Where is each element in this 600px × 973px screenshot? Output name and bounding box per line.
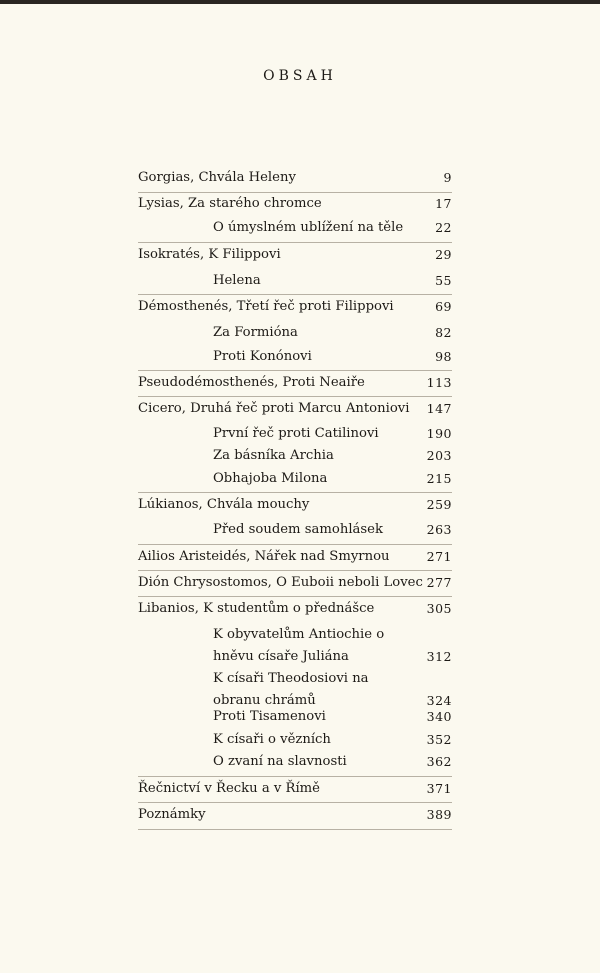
toc-entry bbox=[213, 624, 452, 668]
toc-entry-page: 277 bbox=[426, 575, 452, 590]
toc-entry bbox=[213, 445, 452, 467]
toc-entry-page: 55 bbox=[435, 273, 452, 288]
toc-entry-page: 190 bbox=[426, 426, 452, 441]
toc-entry-page: 263 bbox=[426, 522, 452, 537]
toc-entry-title: Helena bbox=[213, 273, 261, 288]
toc-entry bbox=[138, 193, 452, 215]
toc-entry bbox=[138, 546, 452, 568]
toc-entry bbox=[138, 572, 452, 594]
toc-entry bbox=[138, 778, 452, 800]
toc-divider bbox=[138, 802, 452, 803]
toc-entry-page: 271 bbox=[426, 549, 452, 564]
toc-entry-title: Řečnictví v Řecku a v Římě bbox=[138, 781, 320, 796]
toc-entry bbox=[213, 729, 452, 751]
toc-entry-title: O úmyslném ublížení na těle bbox=[213, 220, 404, 235]
toc-entry-title: Před soudem samohlásek bbox=[213, 522, 383, 537]
toc-entry bbox=[138, 598, 452, 620]
toc-entry bbox=[138, 804, 452, 826]
toc-divider bbox=[138, 596, 452, 597]
toc-entry-page: 98 bbox=[435, 349, 452, 364]
toc-entry bbox=[138, 494, 452, 516]
toc-entry-title: Gorgias, Chvála Heleny bbox=[138, 170, 296, 185]
toc-entry-page: 113 bbox=[426, 375, 452, 390]
toc-entry-page: 389 bbox=[426, 807, 452, 822]
toc-entry-page: 371 bbox=[426, 781, 452, 796]
toc-entry-title: Poznámky bbox=[138, 807, 206, 822]
toc-entry-title: Dión Chrysostomos, O Euboii neboli Lovec bbox=[138, 575, 423, 590]
toc-entry-page: 203 bbox=[426, 448, 452, 463]
toc-entry-title: K císaři o vězních bbox=[213, 732, 331, 747]
page-title: OBSAH bbox=[263, 68, 337, 84]
toc-entry-page: 22 bbox=[435, 220, 452, 235]
toc-entry-title: Pseudodémosthenés, Proti Neaiře bbox=[138, 375, 365, 390]
toc-entry-page: 29 bbox=[435, 247, 452, 262]
toc-entry-page: 215 bbox=[426, 471, 452, 486]
toc-entry-page: 147 bbox=[426, 401, 452, 416]
toc-divider bbox=[138, 242, 452, 243]
toc-entry-title: Proti Konónovi bbox=[213, 349, 312, 364]
toc-entry-title: K císaři Theodosiovi na obranu chrámů bbox=[213, 671, 369, 708]
toc-entry-title: Za básníka Archia bbox=[213, 448, 334, 463]
toc-divider bbox=[138, 370, 452, 371]
toc-entry bbox=[138, 244, 452, 266]
toc-entry-page: 69 bbox=[435, 299, 452, 314]
toc-entry-title: Cicero, Druhá řeč proti Marcu Antoniovi bbox=[138, 401, 410, 416]
toc-entry-title: Démosthenés, Třetí řeč proti Filippovi bbox=[138, 299, 394, 314]
toc-entry bbox=[213, 217, 452, 239]
toc-entry bbox=[138, 296, 452, 318]
toc-entry-title: Lysias, Za starého chromce bbox=[138, 196, 322, 211]
toc-entry-page: 362 bbox=[426, 754, 452, 769]
toc-entry-page: 352 bbox=[426, 732, 452, 747]
toc-entry-page: 82 bbox=[435, 325, 452, 340]
toc-divider bbox=[138, 829, 452, 830]
toc-divider bbox=[138, 492, 452, 493]
toc-entry-title: Isokratés, K Filippovi bbox=[138, 247, 281, 262]
toc-entry bbox=[213, 270, 452, 292]
toc-entry bbox=[213, 322, 452, 344]
toc-divider bbox=[138, 544, 452, 545]
toc-divider bbox=[138, 294, 452, 295]
toc-entry-page: 324 bbox=[426, 693, 452, 708]
toc-entry bbox=[213, 519, 452, 541]
toc-entry bbox=[213, 706, 452, 728]
toc-entry-page: 340 bbox=[426, 709, 452, 724]
toc-entry-page: 17 bbox=[435, 196, 452, 211]
toc-entry-title: Lúkianos, Chvála mouchy bbox=[138, 497, 310, 512]
toc-entry-page: 9 bbox=[443, 170, 452, 185]
toc-entry-title: Ailios Aristeidés, Nářek nad Smyrnou bbox=[138, 549, 390, 564]
toc-entry-page: 305 bbox=[426, 601, 452, 616]
toc-entry-page: 312 bbox=[426, 649, 452, 664]
toc-entry-title: Obhajoba Milona bbox=[213, 471, 328, 486]
toc-entry bbox=[138, 167, 452, 189]
toc-entry bbox=[213, 346, 452, 368]
toc-entry bbox=[138, 372, 452, 394]
toc-entry-title: Proti Tisamenovi bbox=[213, 709, 326, 724]
toc-entry-title: První řeč proti Catilinovi bbox=[213, 426, 379, 441]
toc-entry bbox=[213, 751, 452, 773]
toc-entry bbox=[213, 468, 452, 490]
toc-divider bbox=[138, 776, 452, 777]
toc-entry bbox=[213, 423, 452, 445]
toc-entry-page: 259 bbox=[426, 497, 452, 512]
toc-entry-title: Libanios, K studentům o přednášce bbox=[138, 601, 375, 616]
toc-entry-title: K obyvatelům Antiochie o hněvu císaře Juliána bbox=[213, 627, 385, 664]
toc-entry-title: Za Formióna bbox=[213, 325, 298, 340]
toc-entry-title: O zvaní na slavnosti bbox=[213, 754, 347, 769]
toc-divider bbox=[138, 396, 452, 397]
toc-divider bbox=[138, 570, 452, 571]
toc-entry bbox=[138, 398, 452, 420]
